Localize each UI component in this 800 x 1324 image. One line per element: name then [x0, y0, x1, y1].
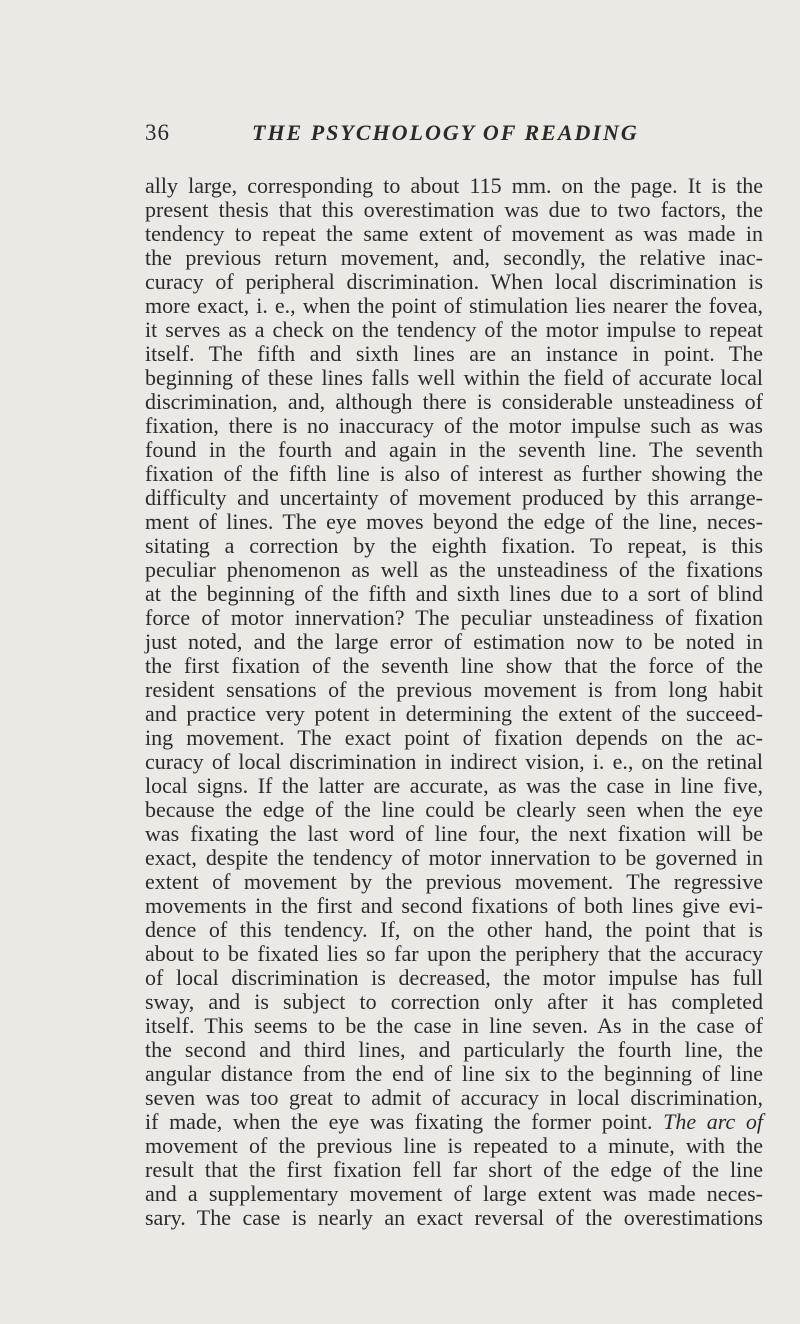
running-head [0, 118, 800, 150]
text-line: of local discrimination is decreased, the motor impulse has full [145, 965, 763, 990]
text-line: because the edge of the line could be clearly seen when the eye [145, 797, 763, 822]
page-number: 36 [145, 120, 170, 145]
text-line: ment of lines. The eye moves beyond the edge of the line, neces- [145, 509, 763, 534]
text-line: dence of this tendency. If, on the other hand, the point that is [145, 917, 763, 942]
text-line: sway, and is subject to correction only after it has completed [145, 989, 763, 1014]
text-line: angular distance from the end of line six to the beginning of line [145, 1061, 763, 1086]
text-line: and practice very potent in determining the extent of the succeed- [145, 701, 763, 726]
text-line: seven was too great to admit of accuracy in local discrimination, [145, 1085, 763, 1110]
text-line: fixation of the fifth line is also of interest as further showing the [145, 461, 763, 486]
text-line: exact, despite the tendency of motor innervation to be governed in [145, 845, 763, 870]
body-paragraph [145, 174, 763, 1230]
text-line: movement of the previous line is repeated to a minute, with the [145, 1133, 763, 1158]
text-line: it serves as a check on the tendency of the motor impulse to repeat [145, 317, 763, 342]
text-line: extent of movement by the previous movement. The regressive [145, 869, 763, 894]
text-line: and a supplementary movement of large extent was made neces- [145, 1181, 763, 1206]
text-line: ally large, corresponding to about 115 mm. on the page. It is the [145, 173, 763, 198]
text-line: discrimination, and, although there is considerable unsteadiness of [145, 389, 763, 414]
text-line: sitating a correction by the eighth fixation. To repeat, is this [145, 533, 763, 558]
text-line: local signs. If the latter are accurate, as was the case in line five, [145, 773, 763, 798]
text-line: found in the fourth and again in the seventh line. The seventh [145, 437, 763, 462]
text-line: resident sensations of the previous movement is from long habit [145, 677, 763, 702]
text-line: just noted, and the large error of estimation now to be noted in [145, 629, 763, 654]
text-line: tendency to repeat the same extent of movement as was made in [145, 221, 763, 246]
text-line: about to be fixated lies so far upon the periphery that the accuracy [145, 941, 763, 966]
text-line: result that the first fixation fell far short of the edge of the line [145, 1157, 763, 1182]
italic-text-segment: The arc of [663, 1109, 764, 1134]
text-line: was fixating the last word of line four, the next fixation will be [145, 821, 763, 846]
text-line: the second and third lines, and particularly the fourth line, the [145, 1037, 763, 1062]
text-line: difficulty and uncertainty of movement produced by this arrange- [145, 485, 763, 510]
text-line: curacy of peripheral discrimination. When local discrimination is [145, 269, 763, 294]
text-line: at the beginning of the fifth and sixth lines due to a sort of blind [145, 581, 763, 606]
text-line: fixation, there is no inaccuracy of the motor impulse such as was [145, 413, 763, 438]
text-line: curacy of local discrimination in indirect vision, i. e., on the retinal [145, 749, 763, 774]
text-line: the previous return movement, and, secondly, the relative inac- [145, 245, 763, 270]
text-line: peculiar phenomenon as well as the unsteadiness of the fixations [145, 557, 763, 582]
text-line: sary. The case is nearly an exact reversal of the overestimations [145, 1205, 763, 1230]
text-line: ing movement. The exact point of fixation depends on the ac- [145, 725, 763, 750]
text-line: beginning of these lines falls well within the field of accurate local [145, 365, 763, 390]
text-line [145, 1110, 763, 1134]
text-line: movements in the first and second fixations of both lines give evi- [145, 893, 763, 918]
running-title: THE PSYCHOLOGY OF READING [252, 120, 639, 145]
text-line: present thesis that this overestimation was due to two factors, the [145, 197, 763, 222]
text-line: more exact, i. e., when the point of stimulation lies nearer the fovea, [145, 293, 763, 318]
text-line: itself. The fifth and sixth lines are an instance in point. The [145, 341, 763, 366]
text-line: itself. This seems to be the case in line seven. As in the case of [145, 1013, 763, 1038]
text-segment: if made, when the eye was fixating the former point. [145, 1109, 653, 1134]
text-line: the first fixation of the seventh line show that the force of the [145, 653, 763, 678]
text-line: force of motor innervation? The peculiar unsteadiness of fixation [145, 605, 763, 630]
